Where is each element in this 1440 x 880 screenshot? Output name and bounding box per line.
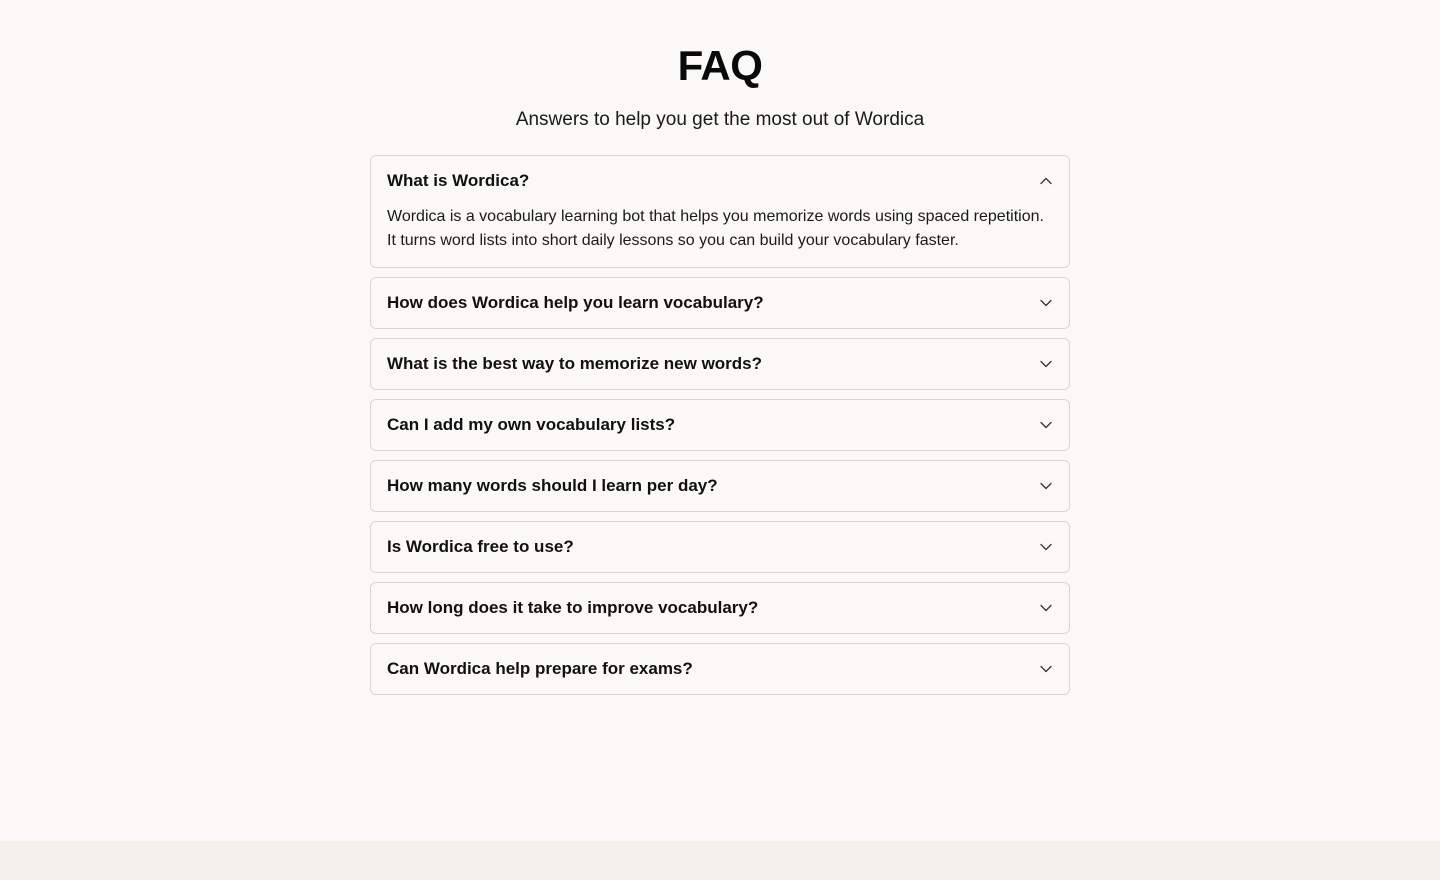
chevron-down-icon[interactable] — [1039, 662, 1053, 676]
faq-question-text: How does Wordica help you learn vocabulary? — [387, 293, 764, 312]
faq-question-toggle[interactable] — [371, 156, 1069, 206]
faq-item — [370, 460, 1070, 512]
faq-question-toggle[interactable] — [371, 278, 1069, 328]
faq-question-toggle[interactable] — [371, 583, 1069, 633]
chevron-down-icon[interactable] — [1039, 540, 1053, 554]
faq-item — [370, 277, 1070, 329]
page-subtitle: Answers to help you get the most out of Wordica — [515, 109, 925, 130]
faq-item — [370, 521, 1070, 573]
faq-question-toggle[interactable] — [371, 644, 1069, 694]
chevron-down-icon[interactable] — [1039, 418, 1053, 432]
faq-item — [370, 582, 1070, 634]
faq-question-text: What is Wordica? — [387, 171, 530, 190]
chevron-down-icon[interactable] — [1039, 296, 1053, 310]
faq-question-text: Can Wordica help prepare for exams? — [387, 659, 693, 678]
page-title: FAQ — [677, 42, 763, 89]
faq-question-text: Can I add my own vocabulary lists? — [387, 415, 676, 434]
faq-answer-text: Wordica is a vocabulary learning bot that helps you memorize words using spaced repetition. It turns word lists into short daily lessons so you can build your vocabulary faster. — [387, 208, 1044, 249]
faq-question-toggle[interactable] — [371, 522, 1069, 572]
chevron-down-icon[interactable] — [1039, 357, 1053, 371]
faq-question-text: What is the best way to memorize new words? — [387, 354, 763, 373]
faq-question-toggle[interactable] — [371, 400, 1069, 450]
faq-list — [370, 155, 1070, 704]
chevron-down-icon[interactable] — [1039, 601, 1053, 615]
faq-question-text: Is Wordica free to use? — [387, 537, 574, 556]
faq-question-toggle[interactable] — [371, 461, 1069, 511]
chevron-up-icon[interactable] — [1039, 174, 1053, 188]
faq-question-text: How many words should I learn per day? — [387, 476, 718, 495]
footer-band — [0, 841, 1440, 880]
faq-question-text: How long does it take to improve vocabulary? — [387, 598, 759, 617]
faq-item — [370, 338, 1070, 390]
faq-item — [370, 399, 1070, 451]
faq-item — [370, 643, 1070, 695]
faq-item — [370, 155, 1070, 268]
chevron-down-icon[interactable] — [1039, 479, 1053, 493]
faq-question-toggle[interactable] — [371, 339, 1069, 389]
